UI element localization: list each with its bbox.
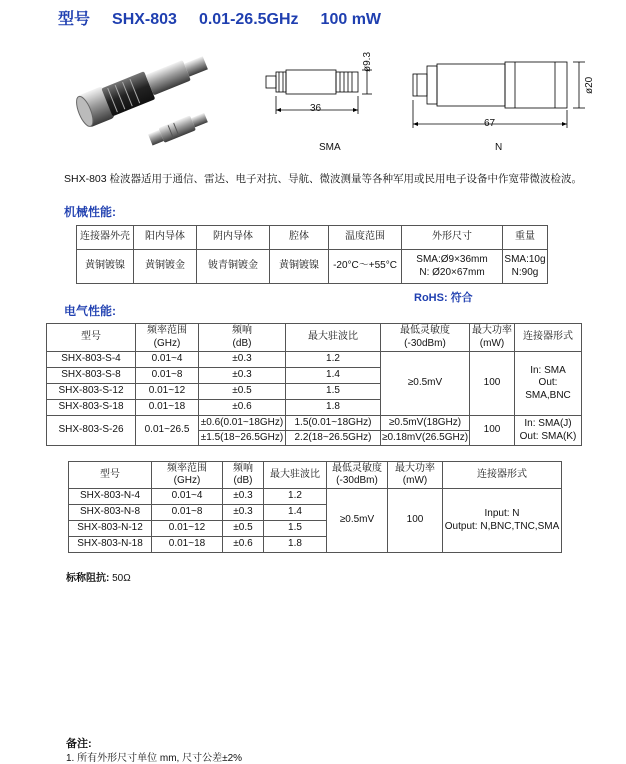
size-cell: SMA:Ø9×36mm N: Ø20×67mm	[402, 250, 503, 284]
sma-electrical-table	[46, 323, 582, 446]
n-caption: N	[495, 142, 503, 153]
impedance-label: 标称阻抗:	[66, 573, 110, 584]
mechanical-value-row	[77, 250, 548, 284]
header-cell: 频率范围 (GHz)	[136, 324, 199, 352]
mechanical-table	[76, 225, 548, 284]
header-cell: 频响 (dB)	[199, 324, 286, 352]
sma-caption: SMA	[319, 142, 341, 153]
header-cell: 外形尺寸	[402, 226, 503, 250]
n-power: 100	[388, 489, 443, 553]
n-outline-drawing	[405, 56, 595, 136]
sma-power: 100	[470, 352, 515, 416]
table-row: SHX-803-N-12 0.01~12 ±0.5 1.5	[69, 521, 562, 537]
header-cell: 重量	[503, 226, 548, 250]
value-cell: 黄铜镀镍	[77, 250, 134, 284]
frequency-range: 0.01-26.5GHz	[198, 11, 299, 28]
n-connector: Input: N Output: N,BNC,TNC,SMA	[443, 489, 562, 553]
sma-header-row	[47, 324, 582, 352]
table-row: SHX-803-N-18 0.01~18 ±0.6 1.8	[69, 537, 562, 553]
header-cell: 连接器外壳	[77, 226, 134, 250]
sma-detector-photo	[147, 110, 209, 147]
mechanical-header-row	[77, 226, 548, 250]
header-cell: 频率范围 (GHz)	[152, 462, 223, 489]
electrical-heading: 电气性能:	[64, 304, 116, 318]
sma-connector: In: SMA Out: SMA,BNC	[515, 352, 582, 416]
header-cell: 阴内导体	[197, 226, 270, 250]
header-cell: 最低灵敏度 (-30dBm)	[381, 324, 470, 352]
header-cell: 最低灵敏度 (-30dBm)	[327, 462, 388, 489]
table-row: SHX-803-S-18 0.01~18 ±0.6 1.8	[47, 400, 582, 416]
table-row: SHX-803-S-8 0.01~8 ±0.3 1.4	[47, 368, 582, 384]
n-header-row	[69, 462, 562, 489]
table-row: SHX-803-N-8 0.01~8 ±0.3 1.4	[69, 505, 562, 521]
mechanical-heading: 机械性能:	[64, 205, 116, 219]
header-cell: 频响 (dB)	[223, 462, 264, 489]
table-row: SHX-803-S-12 0.01~12 ±0.5 1.5	[47, 384, 582, 400]
table-row: SHX-803-N-4 0.01~4 ±0.3 1.2 ≥0.5mV 100 Input: N Output: N,BNC,TNC,SMA	[69, 489, 562, 505]
n-length-dim: 67	[484, 118, 496, 129]
header-cell: 最大功率 (mW)	[470, 324, 515, 352]
value-cell: 黄铜镀镍	[270, 250, 329, 284]
header-cell: 型号	[69, 462, 152, 489]
notes-heading: 备注:	[66, 738, 92, 750]
note-item: 1. 所有外形尺寸单位 mm, 尺寸公差±2%	[66, 753, 243, 764]
max-power: 100 mW	[320, 11, 382, 28]
n-diameter-dim: ø20	[584, 76, 595, 94]
rohs-status: RoHS: 符合	[414, 292, 473, 304]
product-photo	[70, 28, 220, 148]
header-cell: 连接器形式	[515, 324, 582, 352]
model-label: 型号	[58, 11, 91, 28]
value-cell: 黄铜镀金	[134, 250, 197, 284]
sma-length-dim: 36	[310, 103, 322, 114]
header-cell: 最大驻波比	[264, 462, 327, 489]
n-electrical-table	[68, 461, 562, 553]
value-cell: -20°C～+55°C	[329, 250, 402, 284]
header-cell: 型号	[47, 324, 136, 352]
weight-cell: SMA:10g N:90g	[503, 250, 548, 284]
value-cell: 铍青铜镀金	[197, 250, 270, 284]
header-cell: 温度范围	[329, 226, 402, 250]
table-row-s26b: ±1.5(18~26.5GHz) 2.2(18~26.5GHz) ≥0.18mV(26.5GHz)	[47, 431, 582, 446]
sma-diameter-dim: ø9.3	[362, 51, 373, 72]
page-title	[58, 6, 403, 29]
model-number: SHX-803	[112, 11, 177, 28]
header-cell: 阳内导体	[134, 226, 197, 250]
n-detector-photo	[73, 47, 212, 129]
impedance-value: 50Ω	[112, 573, 131, 584]
n-sensitivity: ≥0.5mV	[327, 489, 388, 553]
table-row: SHX-803-S-4 0.01~4 ±0.3 1.2 ≥0.5mV 100 In: SMA Out: SMA,BNC	[47, 352, 582, 368]
header-cell: 最大功率 (mW)	[388, 462, 443, 489]
header-cell: 腔体	[270, 226, 329, 250]
impedance	[66, 569, 131, 584]
description: SHX-803 检波器适用于通信、雷达、电子对抗、导航、微波测量等各种军用或民用电子设备中作宽带微波检波。	[64, 173, 583, 185]
header-cell: 最大驻波比	[286, 324, 381, 352]
table-row-s26: SHX-803-S-26 0.01~26.5 ±0.6(0.01~18GHz) 1.5(0.01~18GHz) ≥0.5mV(18GHz) 100 In: SMA(J) Out: SMA(K)	[47, 416, 582, 431]
sma-sensitivity: ≥0.5mV	[381, 352, 470, 416]
header-cell: 连接器形式	[443, 462, 562, 489]
